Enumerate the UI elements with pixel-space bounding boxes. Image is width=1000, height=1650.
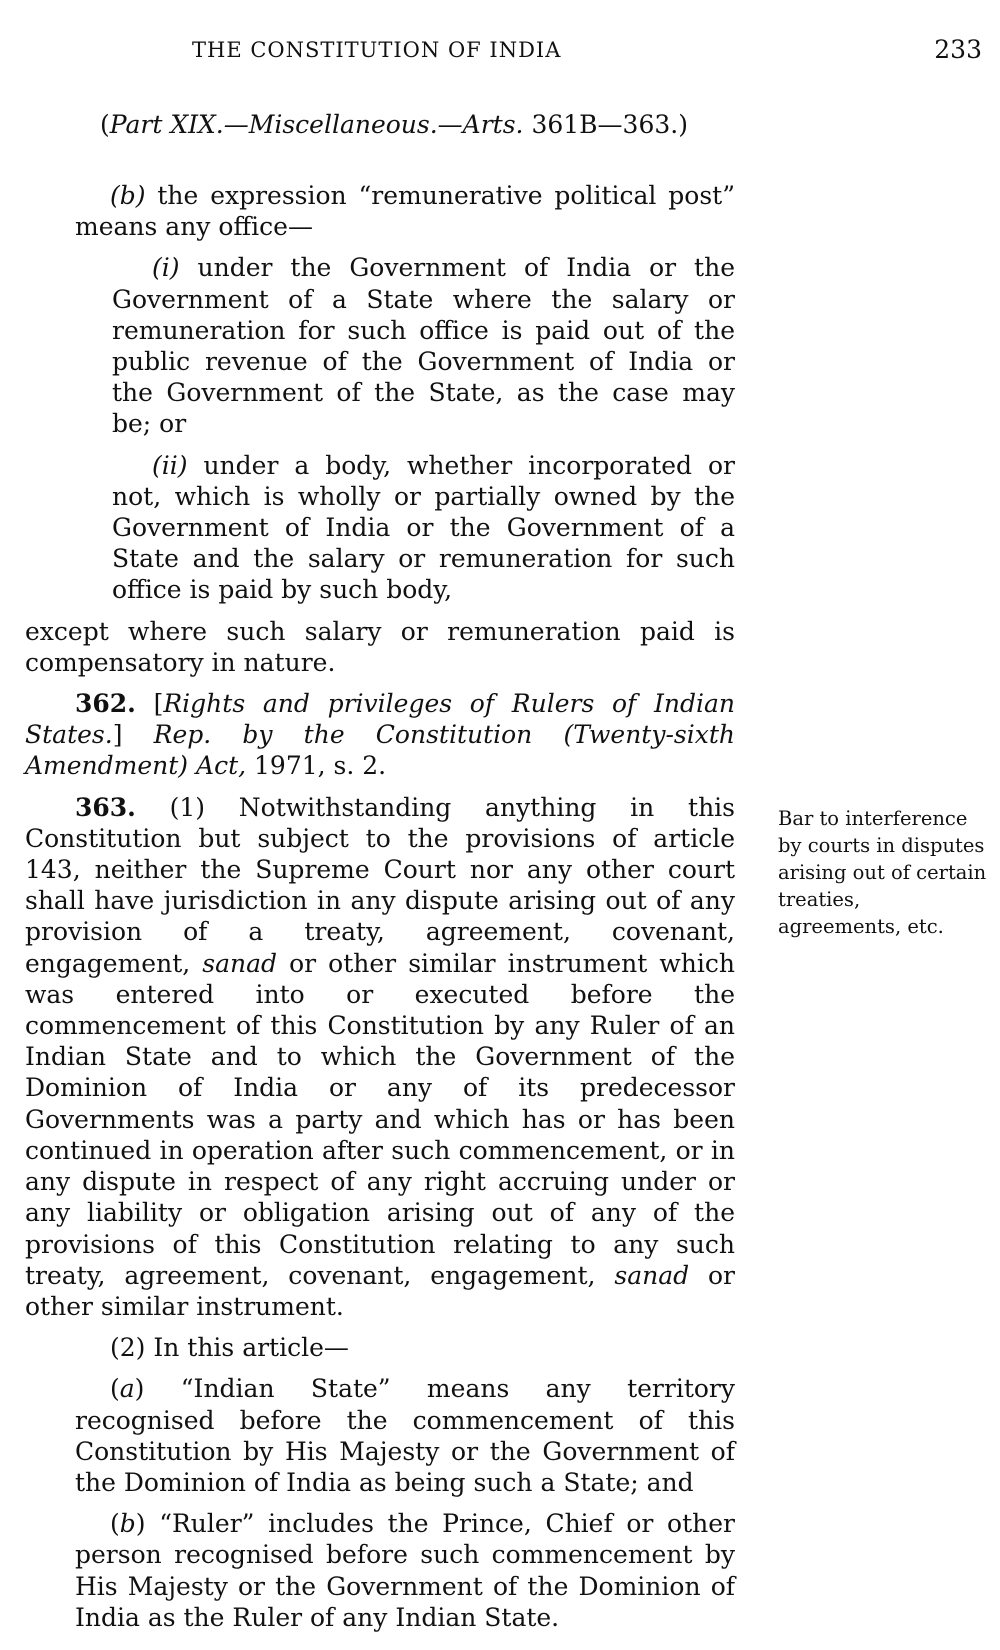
definition-b-label: b: [119, 1509, 136, 1539]
running-head: THE CONSTITUTION OF INDIA: [192, 38, 562, 62]
part-reference: [100, 110, 688, 139]
main-column: [25, 180, 735, 1643]
article-362-heading: Rights and privileges of Rulers of Indian States.: [25, 689, 736, 750]
clause-b-label: (b): [110, 181, 146, 210]
definition-a-text: “Indian State” means any territory recognised before the commencement of this Constitution by His Majesty or the Government of the Dominion of India as being such a State; and: [75, 1374, 736, 1497]
sanad-term-2: sanad: [614, 1260, 690, 1290]
article-363-number: 363.: [75, 792, 136, 822]
sub-clause-ii-label: (ii): [152, 450, 188, 480]
sub-clause-ii-text: under a body, whether incorporated or not, which is wholly or partially owned by the Government of India or the Government of a State and the salary or remuneration for such office is paid by such body,: [112, 450, 735, 605]
definition-a-label: a: [119, 1374, 135, 1404]
marginal-note: Bar to interference by courts in disputes arising out of certain treaties, agreements, etc.: [778, 807, 987, 938]
part-reference-open: (: [100, 110, 110, 139]
page-number: 233: [934, 35, 982, 64]
article-362-year-section: 1971, s. 2.: [254, 751, 387, 781]
part-reference-articles: 361B—363.: [531, 110, 679, 139]
sanad-term-1: sanad: [202, 948, 278, 978]
article-362-number: 362.: [75, 689, 136, 719]
article-363-clause-2-intro: (2) In this article—: [110, 1333, 349, 1363]
definition-a-paragraph: (a) “Indian State” means any territory recognised before the commencement of this Constitution by His Majesty or the Government of the Dominion of India as being such a State; and: [75, 1374, 736, 1497]
article-363-clause-1-part-a: (1) Notwithstanding anything in this Constitution but subject to the provisions of article 143, neither the Supreme Court nor any other court shall have jurisdiction in any dispute arising out of any provision of a treaty, agreement, covenant, engagement,: [25, 792, 735, 978]
clause-b-paragraph: [75, 180, 735, 242]
sub-clause-ii-paragraph: [112, 450, 735, 606]
sub-clause-i-paragraph: [112, 252, 735, 439]
clause-b-text: the expression “remunerative political post” means any office—: [75, 181, 735, 242]
part-reference-close: ): [678, 110, 688, 139]
sub-clause-i-label: (i): [152, 253, 180, 283]
article-362-paragraph: [25, 688, 735, 782]
definition-b-text: “Ruler” includes the Prince, Chief or other person recognised before such commencement by His Majesty or the Government of the Dominion of India as the Ruler of any Indian State.: [75, 1509, 735, 1632]
article-363-clause-1: [25, 792, 735, 1322]
article-363-clause-1-part-b: or other similar instrument which was entered into or executed before the commencement of this Constitution by any Ruler of an Indian State and to which the Government of the Dominion of India or any of its predecessor Governments was a party and which has or has been continued in operation after such commencement, or in any dispute in respect of any right accruing under or any liability or obligation arising out of any of the provisions of this Constitution relating to any such treaty, agreement, covenant, engagement,: [25, 948, 735, 1290]
part-reference-part: Part XIX.—Miscellaneous.—Arts.: [109, 110, 524, 139]
article-362-open-bracket: [: [135, 689, 164, 719]
except-paragraph: except where such salary or remuneration paid is compensatory in nature.: [25, 616, 735, 677]
article-363-clause-1-part-c: or other similar instrument.: [25, 1260, 735, 1321]
article-362-repeal: Rep. by the Constitution (Twenty-sixth Amendment) Act,: [25, 720, 735, 781]
sub-clause-i-text: under the Government of India or the Government of a State where the salary or remuneration for such office is paid out of the public revenue of the Government of India or the Government of the State, as the case may be; or: [112, 253, 735, 439]
definition-b-paragraph: (b) “Ruler” includes the Prince, Chief or other person recognised before such commencement by His Majesty or the Government of the Dominion of India as the Ruler of any Indian State.: [75, 1509, 735, 1632]
article-362-close-bracket: ]: [112, 720, 123, 750]
